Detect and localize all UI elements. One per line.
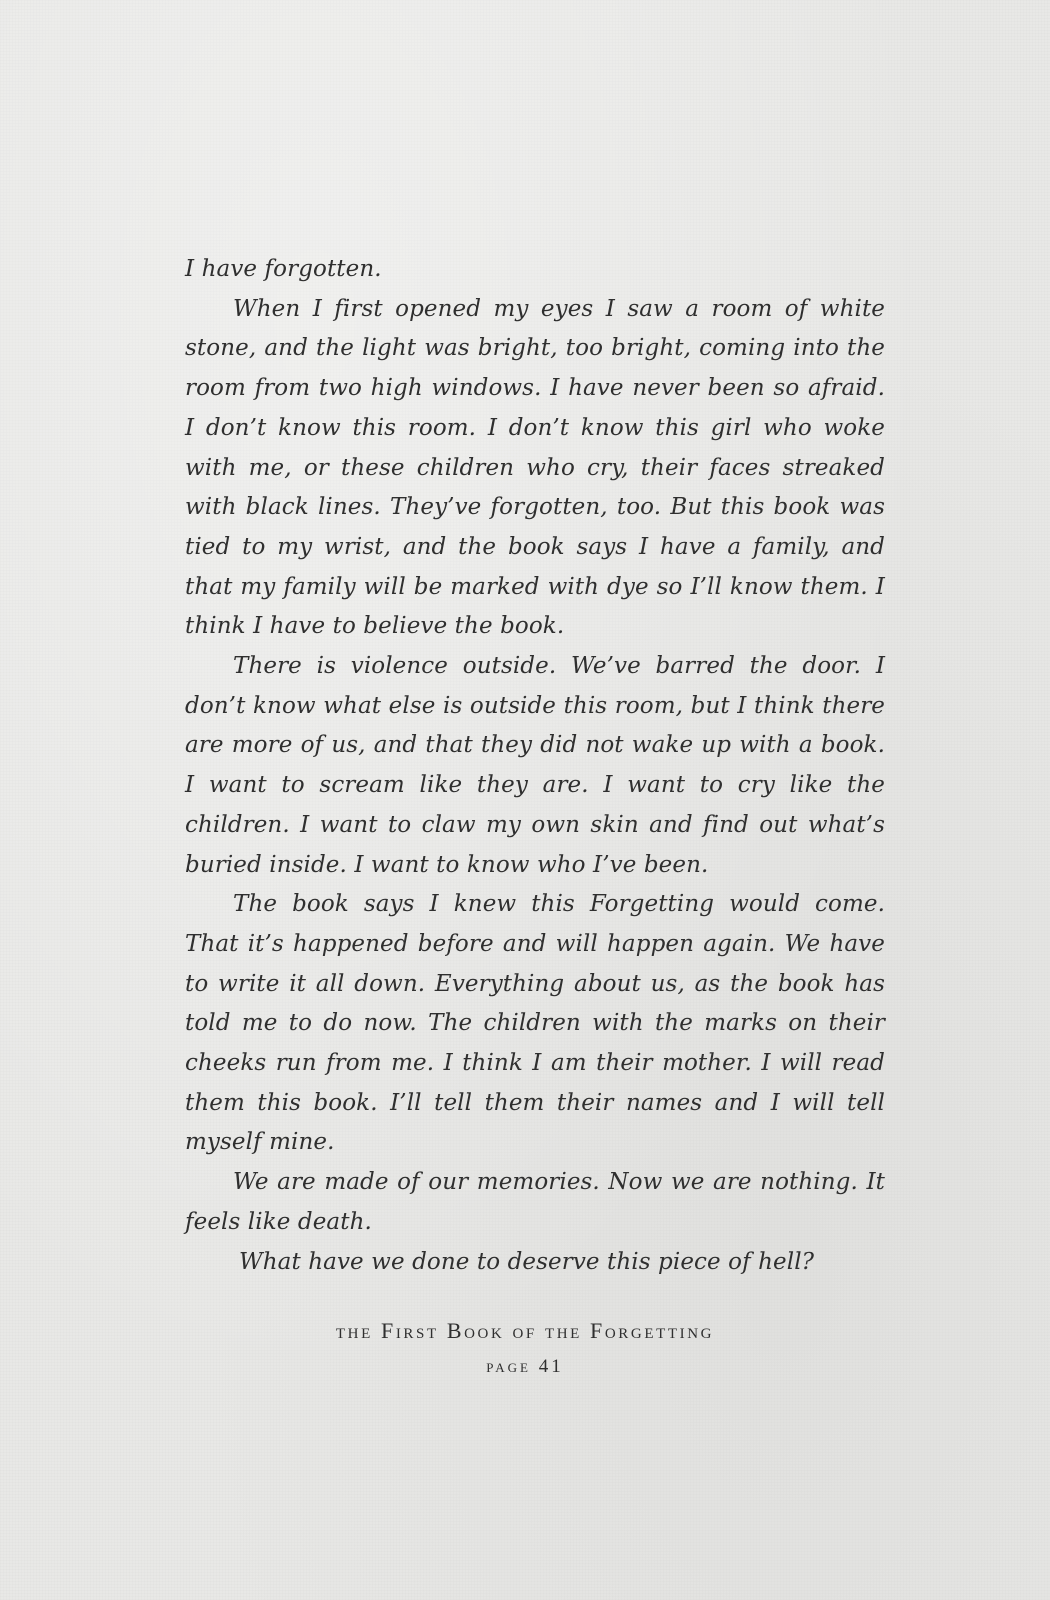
- paragraph-6: What have we done to deserve this piece of hell?: [239, 1248, 815, 1275]
- paragraph-5: We are made of our memories. Now we are nothing. It feels like death.: [185, 1169, 885, 1235]
- paragraph-4: The book says I knew this Forgetting would come. That it’s happened before and will happen again. We have to write it all down. Everything about us, as the book has told me to do now. The children with the marks on their cheeks run from me. I think I am their mother. I will read them this book. I’ll tell them their names and I will tell myself mine.: [185, 891, 885, 1156]
- footer-book-title: the First Book of the Forgetting: [335, 1318, 715, 1343]
- paragraph-3: There is violence outside. We’ve barred the door. I don’t know what else is outside this room, but I think there are more of us, and that they did not wake up with a book. I want to scream like they are. I want to cry like the children. I want to claw my own skin and find out what’s buried inside. I want to know who I’ve been.: [185, 653, 885, 878]
- body-text: [185, 250, 885, 1282]
- paragraph-2: When I first opened my eyes I saw a room of white stone, and the light was bright, too bright, coming into the room from two high windows. I have never been so afraid. I don’t know this room. I don’t know this girl who woke with me, or these children who cry, their faces streaked with black lines. They’ve forgotten, too. But this book was tied to my wrist, and the book says I have a family, and that my family will be marked with dye so I’ll know them. I think I have to believe the book.: [185, 295, 885, 640]
- footer-page-number: page 41: [486, 1356, 564, 1377]
- paragraph-1: I have forgotten.: [185, 256, 382, 282]
